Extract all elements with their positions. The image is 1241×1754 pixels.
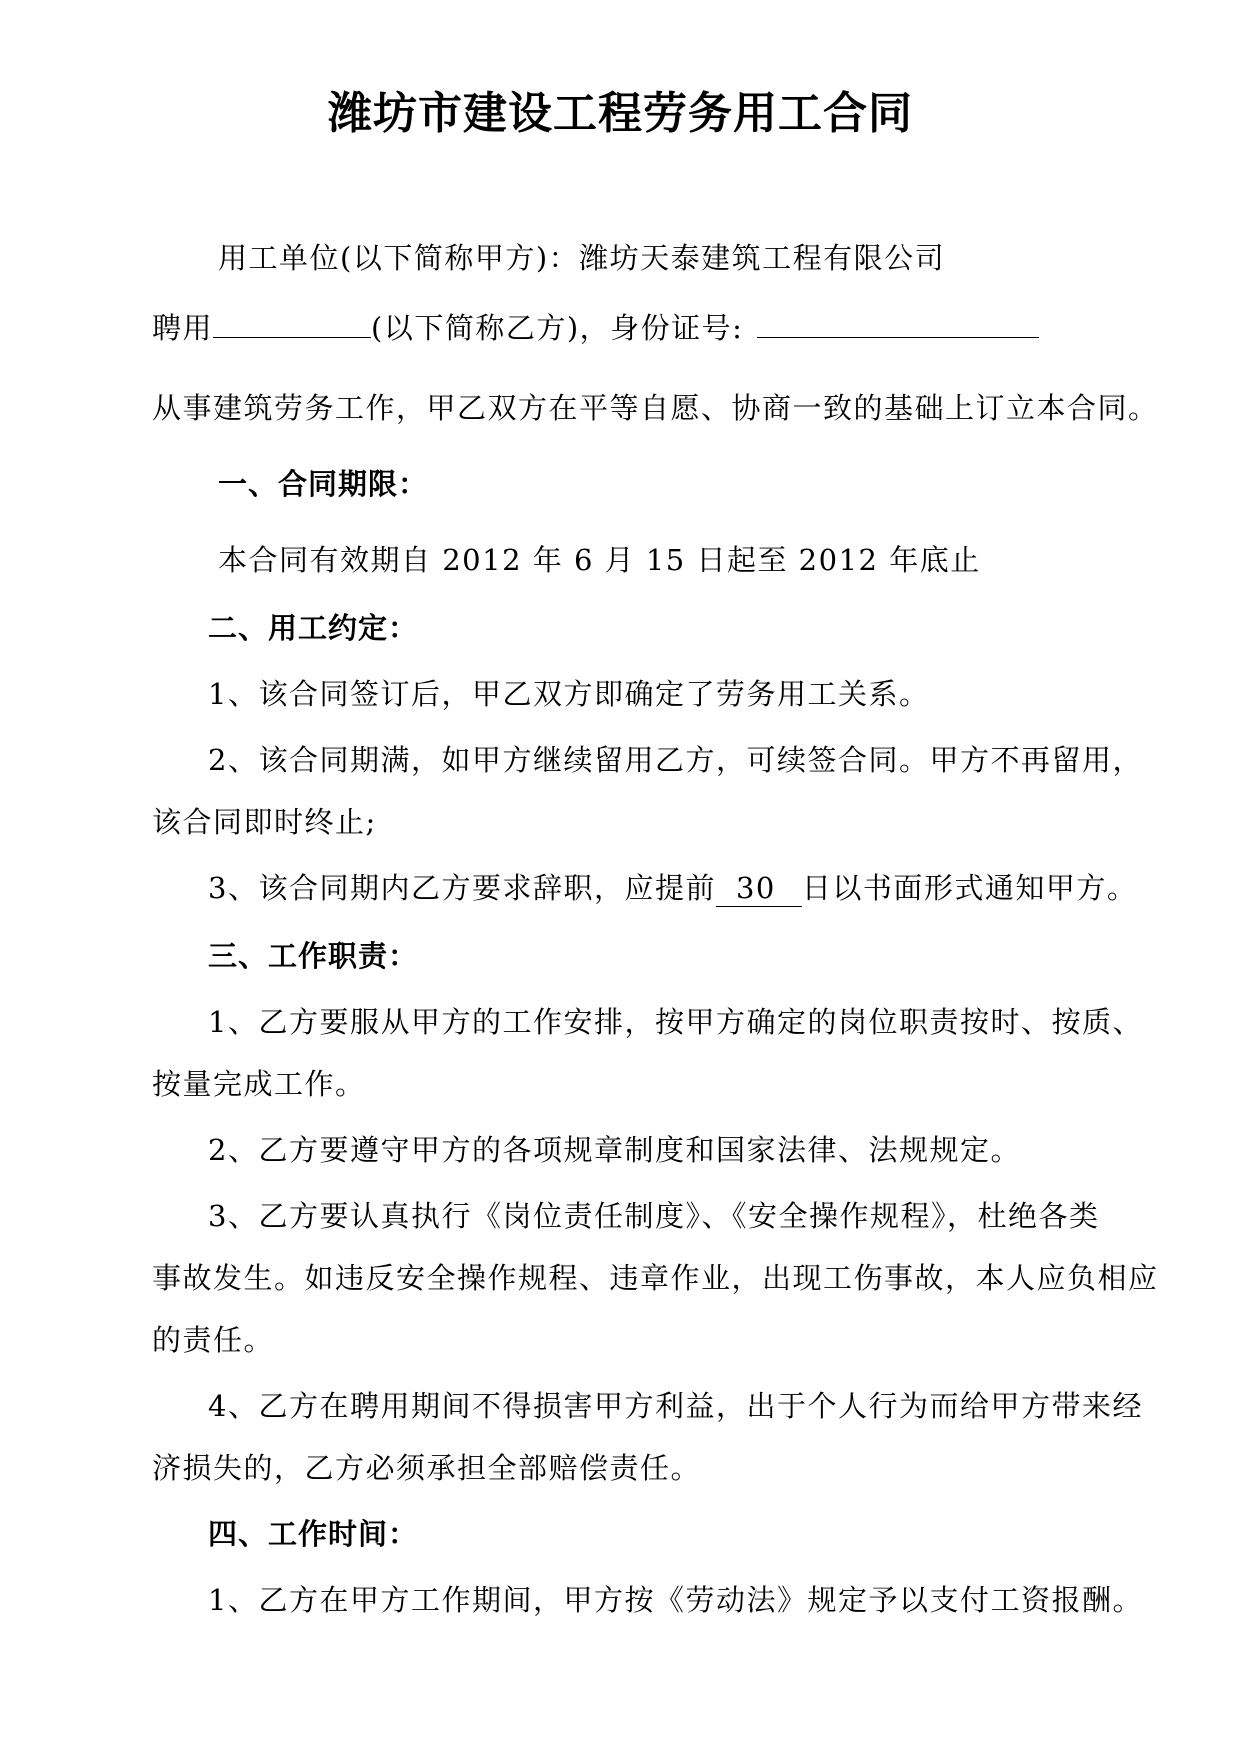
section3-item2: 2、乙方要遵守甲方的各项规章制度和国家法律、法规规定。 [208,1133,1021,1167]
section1-heading: 一、合同期限： [218,467,429,501]
section2-item3 [208,866,1168,910]
section2-item1: 1、该合同签订后，甲乙双方即确定了劳务用工关系。 [208,677,930,711]
section3-item1-line2: 按量完成工作。 [152,1067,366,1101]
hire-middle: (以下简称乙方)，身份证号: [371,311,744,345]
employer-line: 用工单位(以下简称甲方)：潍坊天泰建筑工程有限公司 [218,241,946,275]
employee-line [152,306,1112,350]
section4-heading: 四、工作时间： [208,1517,419,1551]
section2-item3-before: 3、该合同期内乙方要求辞职，应提前 [208,871,716,905]
section2-item3-after: 日以书面形式通知甲方。 [801,871,1138,905]
section3-item3-line3: 的责任。 [152,1323,275,1357]
employee-name-blank [213,307,371,338]
hire-prefix: 聘用 [152,311,214,345]
id-number-blank [757,307,1039,338]
section3-heading: 三、工作职责： [208,939,419,973]
contract-title: 潍坊市建设工程劳务用工合同 [328,88,913,139]
section3-item3-line2: 事故发生。如违反安全操作规程、违章作业，出现工伤事故，本人应负相应 [152,1261,1159,1295]
section4-item1: 1、乙方在甲方工作期间，甲方按《劳动法》规定予以支付工资报酬。 [208,1583,1143,1617]
section2-item2-line1: 2、该合同期满，如甲方继续留用乙方，可续签合同。甲方不再留用， [208,743,1143,777]
section3-item4-line1: 4、乙方在聘用期间不得损害甲方利益，出于个人行为而给甲方带来经 [208,1389,1143,1423]
section2-heading: 二、用工约定： [208,611,419,645]
notice-days-value: 30 [716,870,802,907]
section1-text: 本合同有效期自 2012 年 6 月 15 日起至 2012 年底止 [218,543,981,577]
intro-line: 从事建筑劳务工作，甲乙双方在平等自愿、协商一致的基础上订立本合同。 [152,391,1159,425]
section3-item1-line1: 1、乙方要服从甲方的工作安排，按甲方确定的岗位职责按时、按质、 [208,1005,1143,1039]
section3-item4-line2: 济损失的，乙方必须承担全部赔偿责任。 [152,1451,702,1485]
section3-item3-line1: 3、乙方要认真执行《岗位责任制度》、《安全操作规程》，杜绝各类 [208,1199,1100,1233]
section2-item2-line2: 该合同即时终止; [152,805,377,839]
